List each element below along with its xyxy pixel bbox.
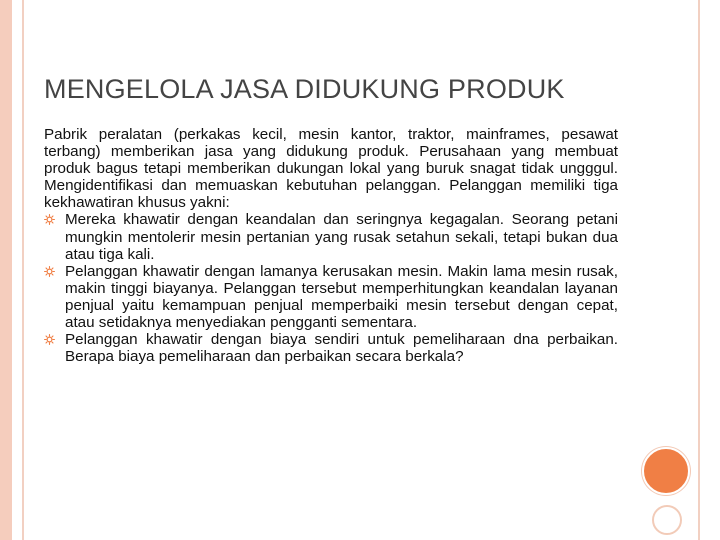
sun-bullet-icon <box>44 334 55 345</box>
intro-paragraph: Pabrik peralatan (perkakas kecil, mesin kantor, traktor, mainframes, pesawat terbang) memberikan jasa yang didukung produk. Perusahaan yang membuat produk bagus tetapi memberikan dukungan lokal yang buruk snagat tidak ungggul. Mengidentifikasi dan memuaskan kebutuhan pelanggan. Pelanggan memiliki tiga kekhawatiran khusus yakni: <box>44 126 618 212</box>
list-item <box>44 211 618 262</box>
slide-body <box>44 126 618 365</box>
slide-title: MENGELOLA JASA DIDUKUNG PRODUK <box>44 74 565 104</box>
orange-circle-icon <box>642 447 690 495</box>
sun-bullet-icon <box>44 266 55 277</box>
list-item <box>44 331 618 365</box>
bullet-list <box>44 211 618 365</box>
decorative-circles <box>640 447 688 540</box>
list-item <box>44 263 618 331</box>
bullet-text: Pelanggan khawatir dengan lamanya kerusakan mesin. Makin lama mesin rusak, makin tinggi biayanya. Pelanggan tersebut memperhitungkan keandalan layanan penjual yaitu kemampuan penjual memperbaiki mesin tersebut dengan cepat, atau setidaknya menyediakan pengganti sementara. <box>65 262 618 332</box>
left-accent-bar <box>0 0 12 540</box>
bullet-text: Pelanggan khawatir dengan biaya sendiri untuk pemeliharaan dna perbaikan. Berapa biaya pemeliharaan dan perbaikan secara berkala? <box>65 331 618 366</box>
bullet-text: Mereka khawatir dengan keandalan dan seringnya kegagalan. Seorang petani mungkin mentolerir mesin pertanian yang rusak setahun sekali, tetapi bukan dua atau tiga kali. <box>65 211 618 263</box>
outline-circle-icon <box>652 505 682 535</box>
sun-bullet-icon <box>44 214 55 225</box>
